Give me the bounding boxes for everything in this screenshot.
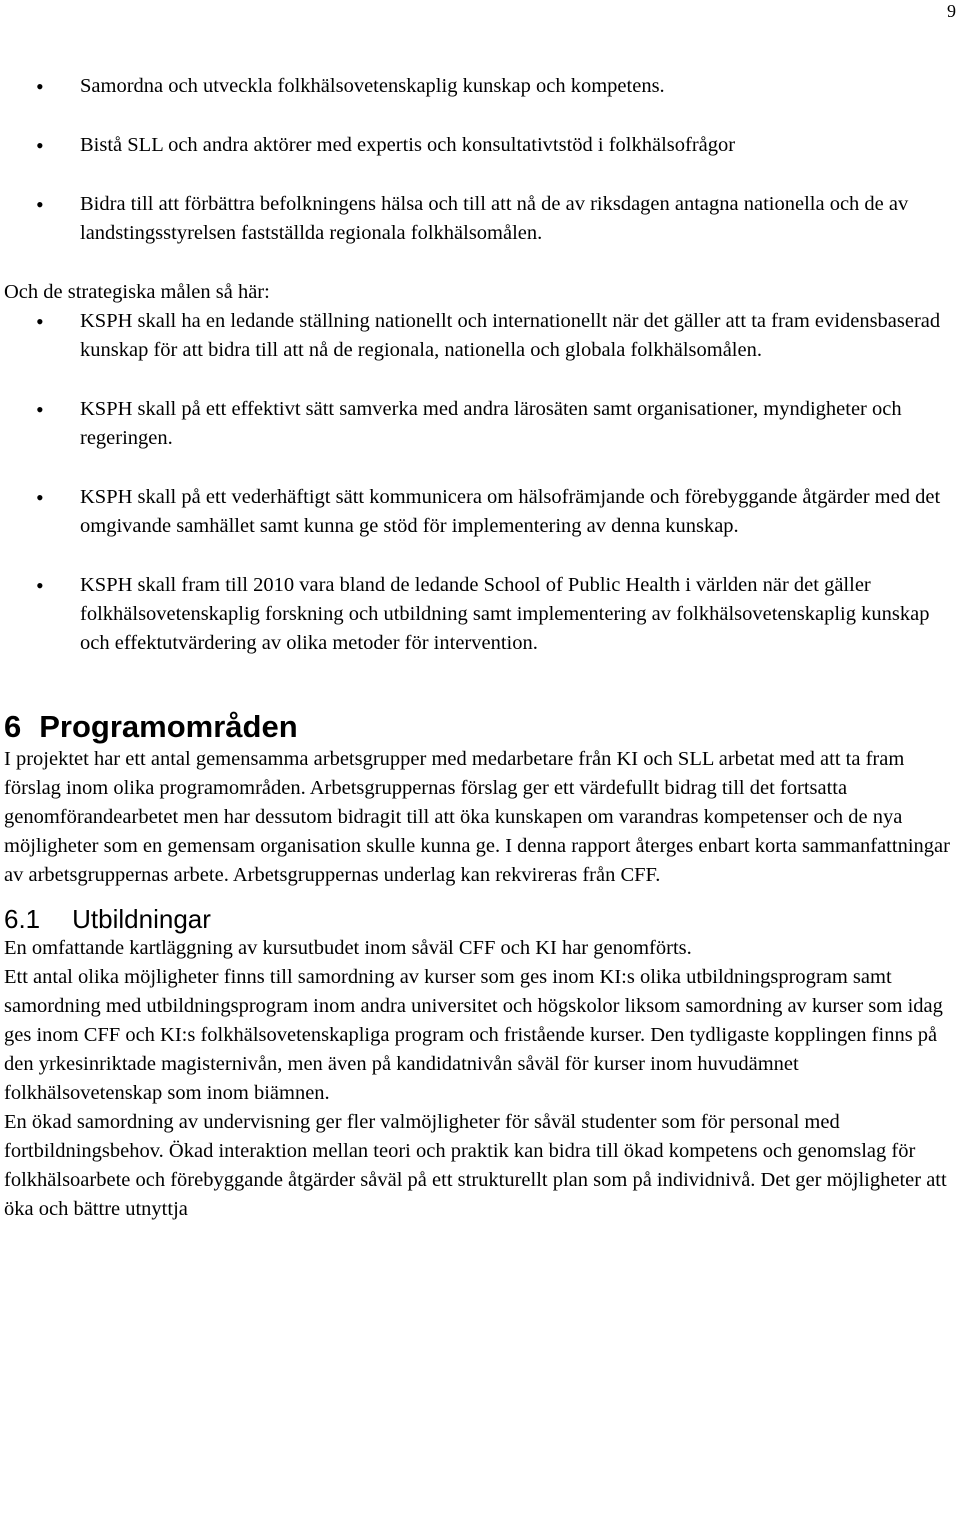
bullet-icon: • (36, 397, 44, 422)
section-number: 6 (4, 709, 22, 744)
bullet-icon: • (36, 133, 44, 158)
bullet-icon: • (36, 74, 44, 99)
list-item (4, 307, 954, 365)
section-title: Programområden (39, 709, 298, 744)
page-number: 9 (947, 1, 956, 21)
list-item-text: KSPH skall fram till 2010 vara bland de ledande School of Public Health i världen när det gäller folkhälsovetenskaplig forskning och utbildning samt implementering av folkhälsovetenskaplig kunskap och effektutvärdering av olika metoder för intervention. (80, 574, 930, 654)
list-item (4, 571, 954, 658)
bullet-icon: • (36, 309, 44, 334)
subsection-title: Utbildningar (72, 904, 211, 934)
list-item (4, 483, 954, 541)
bullet-icon: • (36, 485, 44, 510)
list-item (4, 395, 954, 453)
subsection-heading (4, 904, 954, 934)
list-item (4, 131, 954, 160)
list-item (4, 72, 954, 101)
list-item-text: Samordna och utveckla folkhälsovetenskaplig kunskap och kompetens. (80, 75, 665, 97)
subsection-paragraph: Ett antal olika möjligheter finns till samordning av kurser som ges inom KI:s olika utbildningsprogram samt samordning med utbildningsprogram inom andra universitet och högskolor liksom samordning av kurser som idag ges inom CFF och KI:s folkhälsovetenskapliga program och fristående kurser. Den tydligaste kopplingen finns på den yrkesinriktade magisternivån, men även på kandidatnivån såväl för kurser inom huvudämnet folkhälsovetenskap som inom biämnen. (4, 966, 943, 1104)
strategic-goals-list (4, 307, 954, 658)
list-item-text: KSPH skall på ett vederhäftigt sätt kommunicera om hälsofrämjande och förebyggande åtgärder med det omgivande samhället samt kunna ge stöd för implementering av denna kunskap. (80, 486, 941, 537)
goal-bullet-list (4, 72, 954, 248)
subsection-paragraph: En ökad samordning av undervisning ger fler valmöjligheter för såväl studenter som för personal med fortbildningsbehov. Ökad interaktion mellan teori och praktik kan bidra till ökad kompetens och genomslag för folkhälsoarbete och förebyggande åtgärder såväl på ett strukturellt plan som på individnivå. Det ger möjligheter att öka och bättre utnyttja (4, 1111, 947, 1220)
list-item-text: KSPH skall ha en ledande ställning nationellt och internationellt när det gäller att ta fram evidensbaserad kunskap för att bidra till att nå de regionala, nationella och globala folkhälsomålen. (80, 310, 941, 361)
subsection-number: 6.1 (4, 904, 41, 934)
section-heading (4, 709, 954, 745)
document-body (4, 72, 954, 1224)
list-item (4, 190, 954, 248)
strategic-goals-intro: Och de strategiska målen så här: (4, 281, 270, 303)
bullet-icon: • (36, 573, 44, 598)
list-item-text: Bistå SLL och andra aktörer med expertis och konsultativtstöd i folkhälsofrågor (80, 134, 736, 156)
list-item-text: Bidra till att förbättra befolkningens hälsa och till att nå de av riksdagen antagna nationella och de av landstingsstyrelsen fastställda regionala folkhälsomålen. (80, 193, 909, 244)
list-item-text: KSPH skall på ett effektivt sätt samverka med andra lärosäten samt organisationer, myndigheter och regeringen. (80, 398, 902, 449)
section-paragraph: I projektet har ett antal gemensamma arbetsgrupper med medarbetare från KI och SLL arbetat med att ta fram förslag inom olika programområden. Arbetsgruppernas förslag ger ett värdefullt bidrag till det fortsatta genomförandearbetet men har dessutom bidragit till att öka kunskapen om varandras kompetenser och de nya möjligheter som en gemensam organisation skulle kunna ge. I denna rapport återges enbart korta sammanfattningar av arbetsgruppernas arbete. Arbetsgruppernas underlag kan rekvireras från CFF. (4, 748, 950, 886)
subsection-paragraph: En omfattande kartläggning av kursutbudet inom såväl CFF och KI har genomförts. (4, 937, 692, 959)
bullet-icon: • (36, 192, 44, 217)
